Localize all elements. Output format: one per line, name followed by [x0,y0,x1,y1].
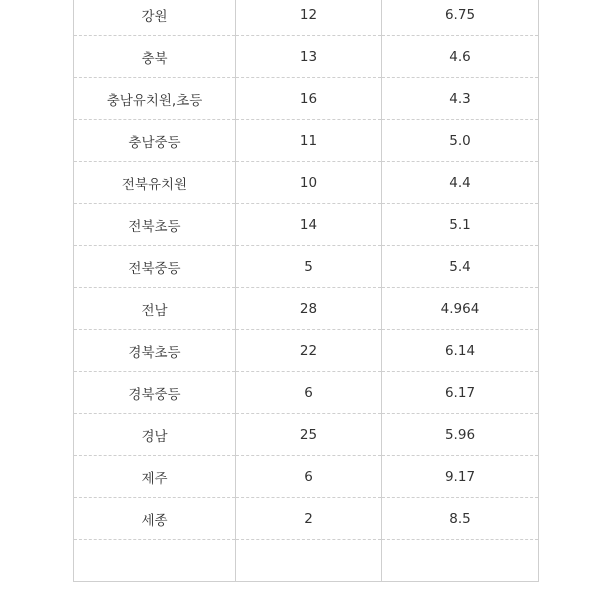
table-row [74,0,539,36]
value-cell: 4.964 [382,288,539,330]
count-cell: 12 [236,0,382,36]
value-cell: 6.14 [382,330,539,372]
count-cell: 2 [236,498,382,540]
table-row [74,456,539,498]
table-row [74,372,539,414]
value-cell: 6.75 [382,0,539,36]
count-cell: 25 [236,414,382,456]
table-row [74,498,539,540]
count-cell: 28 [236,288,382,330]
count-cell: 6 [236,456,382,498]
value-cell: 5.4 [382,246,539,288]
region-cell: 경북중등 [74,372,236,414]
value-cell: 6.17 [382,372,539,414]
count-cell: 6 [236,372,382,414]
count-cell: 10 [236,162,382,204]
value-cell: 8.5 [382,498,539,540]
count-cell [236,540,382,582]
count-cell: 11 [236,120,382,162]
value-cell: 5.0 [382,120,539,162]
count-cell: 16 [236,78,382,120]
region-cell: 충북 [74,36,236,78]
data-table [73,0,539,582]
region-cell [74,540,236,582]
region-cell: 전북중등 [74,246,236,288]
table-row [74,36,539,78]
table-row [74,120,539,162]
table-row [74,204,539,246]
count-cell: 13 [236,36,382,78]
region-cell: 강원 [74,0,236,36]
value-cell: 4.3 [382,78,539,120]
region-cell: 전남 [74,288,236,330]
region-cell: 경남 [74,414,236,456]
value-cell [382,540,539,582]
region-cell: 전북유치원 [74,162,236,204]
value-cell: 9.17 [382,456,539,498]
value-cell: 4.6 [382,36,539,78]
table-row [74,330,539,372]
table-row [74,78,539,120]
value-cell: 5.1 [382,204,539,246]
value-cell: 4.4 [382,162,539,204]
table-row [74,288,539,330]
value-cell: 5.96 [382,414,539,456]
region-cell: 제주 [74,456,236,498]
table-row [74,246,539,288]
table-row [74,162,539,204]
table-row [74,414,539,456]
count-cell: 5 [236,246,382,288]
region-cell: 세종 [74,498,236,540]
region-cell: 전북초등 [74,204,236,246]
region-cell: 충남중등 [74,120,236,162]
count-cell: 14 [236,204,382,246]
region-cell: 경북초등 [74,330,236,372]
region-cell: 충남유치원,초등 [74,78,236,120]
table-row-empty [74,540,539,582]
count-cell: 22 [236,330,382,372]
